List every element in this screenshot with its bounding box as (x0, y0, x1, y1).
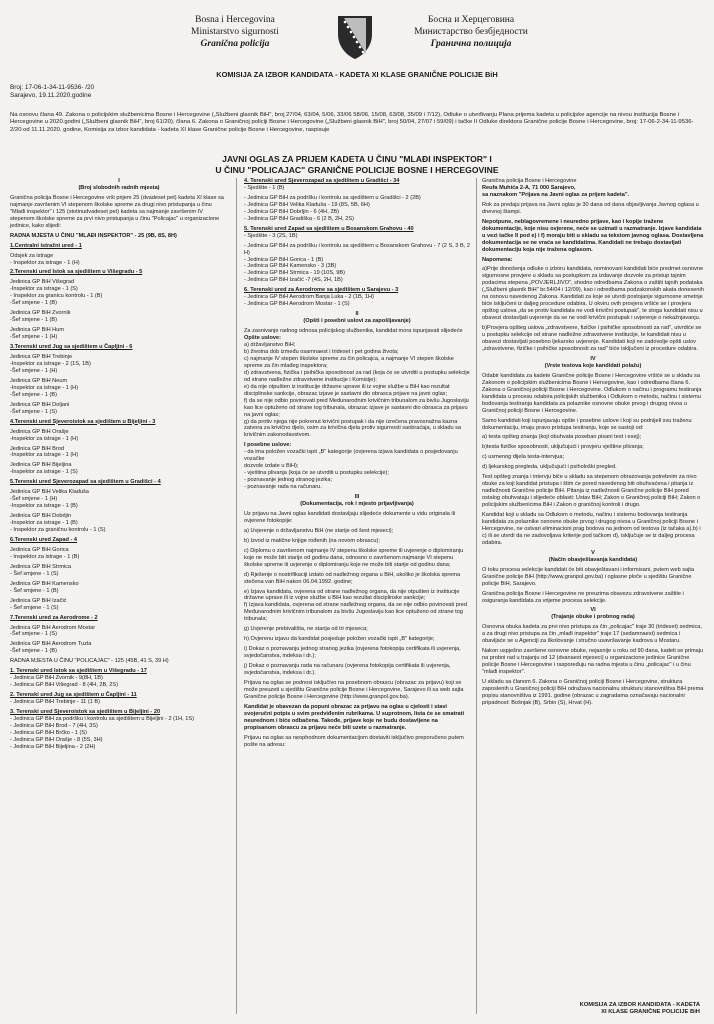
text-line: Uz prijavu na Javni oglas kandidati dostavljaju slijedeće dokumente u vidu originala ili ovjerene fotokopije: (244, 510, 456, 524)
letterhead-agency: Granična policija (200, 39, 270, 49)
text-line: Kandidat je obavezan da popuni obrazac za prijavu na oglas u cjelosti i stavi svojeručni potpis u svim predviđenim rubrikama. U suprotnom, lista će se smatrati neurednom i biće odbačena. Takođe, prijave koje ne budu dostavljene na propisanom obrascu za prijavu neće biti uzete u razmatranje. (244, 703, 465, 731)
letterhead-agency-cyr: Гранична полиција (430, 39, 512, 49)
text-line: Jedinica GP BiH Kamensko (10, 580, 79, 587)
text-line: -Šef smjene - 1 (B) (10, 391, 57, 398)
text-line: c) usmenog dijela testa-intervjua; (482, 454, 565, 461)
letterhead-country: Bosna i Hercegovina (195, 15, 275, 25)
text-line: g) da protiv njega nije pokrenut krivični postupak i da nije izrečena pravosnažna kazna zatvora za krivično djelo, osim za krivična djela protiv sigurnosti saobraćaja, u skladu sa krivičnim zakonodavstvom. (244, 418, 462, 439)
section-heading: IV (590, 355, 596, 362)
text-line: - Jedinica GP BiH Zvornik - 9(8H, 1B) (10, 675, 103, 682)
text-line: g) Uvjerenje prebivališta, ne starija od tri mjeseca; (244, 626, 368, 633)
unit-heading: 5.Terenski ured Sjeverozapad sa sjedištem u Gradišci - 4 (10, 479, 161, 486)
text-line: - Jedinica GP BiH Kamensko - 3 (3B) (244, 263, 337, 270)
text-line: -Šef smjene - 1 (B) (10, 300, 57, 307)
text-line: f) Izjava kandidata, ovjerena od strane nadležnog organa, da se nije odbio povinovati pred Međunarodnim krivičnim tribunalom za bivšu Jugoslaviju kao lice optuženo od strane tog tribunala; (244, 602, 467, 623)
text-line: - da ima položen vozački ispit „B" kategorije (ovjerena izjava kandidata o posjedovanju vozačke (244, 449, 458, 463)
text-line: Jedinica GP BiH Dobrljin (10, 513, 72, 520)
text-line: Kandidat koji u skladu sa Odlukom o metodu, načinu i sistemu bodovanja testiranja kandidata za polaznike osnovne obuke prvog i drugog nivoa u Graničnoj policiji Bosne i Hercegovine, ne ostvari eliminacioni prag bodova na jednom od testova (iz tačaka a),b) i c) ili se utvrdi da ne zadovoljava kriterije pod tačkom d), isključuje se iz daljeg procesa odabira. (482, 512, 701, 546)
document-date: Sarajevo, 19.11.2020.godine (10, 92, 92, 99)
section-heading: VI (590, 607, 596, 614)
text-line: Jedinica GP BiH Bijeljina (10, 462, 72, 469)
text-line: Nepotpune, neblagovremene i neuredno prijave, kao i kopije tražene dokumentacije, koje nisu ovjerene, neće se uzimati u razmatranje. Izjave kandidata u vezi tačke II pod e) i f) moraju biti u skladu sa tekstom javnog oglasa. Dostavljena dokumentacija se ne vraća se kandidatima. Kandidati ne trebaju dostavljati dokumentaciju koja nije tražena oglasom. (482, 218, 704, 253)
intro-paragraph: Na osnovu člana 49. Zakona o policijskim službenicima Bosne i Hercegovine („Službeni glasnik BiH", broj 27/04, 63/04, 5/06, 33/06 58/06, 15/08, 63/08, 35/09 i 7/12), Odluke o utvrđivanju Plana prijema kadeta u policijske agencije na nivou institucija Bosne i Hercegovine u 2020.godini („Službeni glasnik BiH", broj 61/20), člana 6. Zakona o Graničnoj policiji Bosne i Hercegovine („Službeni glasnik BiH", broj 50/04, 27/07 i 59/09) i tačke II Odluke direktora Granične policije Bosne i Hercegovine, broj: 17-06-2-34-11-9536-2/20 od 11.11.2020. godine, Komisija za izbor kandidata - kadeta XI klase Granične policije Bosne i Hercegovine, raspisuje (10, 112, 694, 133)
text-line: Rok za predaju prijava na Javni oglas je 30 dana od dana objavljivanja Javnog oglasa u dnevnoj štampi. (482, 201, 699, 215)
text-line: f) da se nije odbio povinovati pred Međunarodnim krivičnim tribunalom za bivšu Jugoslaviju kao lice optuženo od strane tog tribunala, obrazac izjave je sastavni dio obrasca za prijavu na javni oglas; (244, 397, 469, 418)
column-divider (476, 178, 477, 1014)
text-line: - Inspektor za granicu kontrolu - 1 (B) (10, 293, 103, 300)
text-line: U skladu sa članom 6. Zakona o Graničnoj policiji Bosne i Hercegovine, struktura zaposlenih u Graničnoj policiji BiH odražava nacionalnu strukturu stanovništva BiH prema popisu stanovništva iz 1991. godine (obrazac u zagradama označavaju nacionalni pripadnost: Bošnjak (B), Srbin (S), Hrvat (H). (482, 679, 704, 706)
text-line: Jedinica GP BiH Izačić (10, 597, 67, 604)
text-line: - Jedinica GP BiH Trebinje - 11 (1 B) (10, 699, 100, 706)
text-line: -Inspektor za istrage - 1 (B) (10, 503, 78, 510)
text-line: - Jedinica GP BiH Višegrad - 8 (4H, 2B, 2S) (10, 682, 118, 689)
text-line: Jedinica GP BiH Velika Kladuša (10, 489, 89, 496)
text-line: dozvole izdate u BiH); (244, 463, 299, 470)
text-line: Jedinica GP BiH Hum (10, 327, 64, 334)
text-line: Prijava na oglas se podnosi isključivo na posebnom obrascu (obrazac za prijavu) koji se može preuzeti u sjedištu Granične policije Bosne i Hercegovine, Sarajevo ili sa web sajta Granične policije Bosne i Hercegovine (http://www.granpol.gov.ba). (244, 680, 464, 700)
text-line: - Jedinica GP BiH Aerodrom Mostar - 1 (S) (244, 301, 350, 308)
text-line: Napomena: (482, 256, 513, 263)
letterhead-ministry-cyr: Министарство безбједности (414, 27, 528, 37)
text-line: Jedinica GP BiH Aerodrom Mostar (10, 624, 96, 631)
text-line: -Šef smjene - 1 (H) (10, 367, 58, 374)
text-line: - Šef smjene - 1 (B) (10, 587, 59, 594)
unit-heading: 4. Terenski ured Sjeverozapad sa sjedištem u Gradišci - 34 (244, 178, 400, 184)
text-line: -Inspektor za istrage - 1 (H) (10, 435, 79, 442)
text-line: - poznavanje jednog stranog jezika; (244, 477, 333, 484)
unit-heading: 1. Terenski ured Istok sa sjedištem u Višegradu - 17 (10, 668, 147, 675)
text-line: sa naznakom "Prijava na Javni oglas za prijem kadeta". (482, 191, 630, 198)
text-line: -Inspektor za istrage - 1 (S) (10, 286, 78, 293)
text-line: Samo kandidati koji ispunjavaju opšte i posebne uslove i koji su podnijeli svu traženu dokumentaciju, imaju pravo pristupa testiranju, koje se sastoji od: (482, 417, 692, 431)
section-heading: (Način obavještavanja kandidata) (548, 556, 638, 563)
notice-title (0, 154, 714, 176)
text-line: - Sjedište - 1 (B) (244, 184, 285, 191)
section-heading: V (591, 549, 595, 556)
unit-heading: 1.Centralni istražni ured - 1 (10, 242, 82, 249)
letterhead-country-cyr: Босна и Херцеговина (427, 15, 515, 25)
text-line: Test opšteg znanja i intervju biće u skladu sa stepenom obrazovanja potrebnim za nivo obuke za koji kandidat pristupa i štim će pored navedenog biti obuhvaćena i pitanja iz nadležnosti Granične policije BiH. Pitanja iz nadležnosti Granične policije BiH pored ostalog obuhvataju i slijedeće oblasti: Ustav BiH; Zakon o Graničnoj policiji BiH; Zakon o policijskim službenicima BiH i Zakon o graničnoj kontroli i drugo. (482, 474, 701, 509)
text-line: -Inspektor za istrage - 1 (H) (10, 384, 79, 391)
unit-heading: 5. Terenski ured Zapad sa sjedištem u Bosanskom Grahovu - 40 (244, 225, 414, 232)
notice-title-line-1: JAVNI OGLAS ZA PRIJEM KADETA U ČINU "MLAĐI INSPEKTOR" I (222, 154, 492, 164)
text-line: - Jedinica GP BiH za podršku i kontrolu sa sjedištem u Bosanskom Grahovu - 7 (2 S, 3 B, 2 H) (244, 242, 470, 256)
text-line: -Šef smjene - 1 (H) (10, 334, 58, 341)
document-number: Broj: 17-06-1-34-11-9536- /20 (10, 84, 95, 91)
unit-heading: 6.Terenski ured Zapad - 4 (10, 536, 78, 543)
section-heading: I (118, 178, 120, 184)
text-line: Jedinica GP BiH Doljani (10, 401, 70, 408)
section-heading: (Opšti i posebni uslovi za zapošljavanje) (303, 318, 411, 325)
column-left (10, 178, 228, 1018)
text-line: c) Diplomu o završenom najmanje IV stepenu školske spreme ili uvjerenje o diplomiranju koje ne može biti starije od godinu dana, odnosno o završenom najmanje VI stepenu školske spreme ili uvjerenje o diplomiranju koje ne može biti starije od godinu dana; (244, 547, 464, 568)
text-line: -Šef smjene - 1 (S) (10, 408, 57, 415)
coat-of-arms-icon (336, 14, 374, 60)
text-line: -Šef smjene - 1 (S) (10, 631, 57, 638)
text-line: -Inspektor za istrage - 1 (H) (10, 452, 79, 459)
letterhead-latin (160, 14, 310, 50)
text-line: - Inspektor za istrage - 1 (B) (10, 553, 80, 560)
notice-title-line-2: U ČINU "POLICAJAC" GRANIČNE POLICIJE BOSNE I HERCEGOVINE (215, 165, 499, 175)
unit-heading: 3.Terenski ured Jug sa sjedištem u Čapljini - 6 (10, 344, 133, 351)
text-line: Granična policija Bosne i Hercegovine ne preuzima obavezu zdravstvene zaštite i osiguranja kandidata za vrijeme procesa selekcije. (482, 590, 684, 604)
text-line: - Jedinica GP BiH Gradiška - 6 (2 B, 2H, 2S) (244, 215, 354, 222)
column-middle (244, 178, 470, 1018)
document-meta (10, 84, 94, 100)
text-line: Granična policija Bosne i Hercegovine vrši prijem 25 (dvadeset pet) kadeta XI klase sa najmanje završenim VI stepenom školske spreme za drugi nivo pristupanja u činu "Mlađi inspektor" i 125 (stotinudvadeset pet) kadeta sa najmanje završenim IV stepenom školske spreme za prvi nivo pristupanja u činu "Policajac" u organizacione jedinice, kako slijedi: (10, 194, 224, 229)
text-line: Jedinica GP BiH Aerodrom Tuzla (10, 641, 92, 648)
text-line: RADNA MJESTA U ČINU "MLAĐI INSPEKTOR" - 25 (9B, 8S, 8H) (10, 232, 177, 239)
text-line: - Inspektor za graničnu kontrolu - 1 (S) (10, 527, 106, 534)
text-line: - Šef smjene - 1 (S) (10, 604, 59, 611)
text-line: - Jedinica GP BiH za podršku i kontrolu sa sjedištem u Gradišci - 2 (2B) (244, 194, 421, 201)
section-heading: (Vrste testova koje kandidati polažu) (544, 362, 642, 369)
text-line: a) Uvjerenje o državljanstvu BiH (ne starije od šest mjeseci); (244, 527, 394, 534)
text-line: Osnovna obuka kadeta za prvi nivo pristupa za čin „policajac" traje 30 (trideset) sedmica, a za drugi nivo pristupa za čin „mlađi inspektor" traje 17 (sedamnaest) sedmica i obavljaće se u Agenciji za školovanje i stručno usavršavanje kadrova u Mostaru. (482, 624, 702, 645)
text-line: b) Izvod iz matične knjige rođenih (na novom obrascu); (244, 537, 380, 544)
text-line: Jedinica GP BiH Orašje (10, 428, 69, 435)
letterhead-cyrillic (396, 14, 546, 50)
text-line: Nakon uspješno završene osnovne obuke, nejasnije u roku od 90 dana, kadeti se primaju na probni rad u trajanju od 12 (dvanaest mjeseci) u organizacione jedinice Granične policije Bosne i Hercegovine i raspoređuju na radna mjesta u činu „policajac" i u činu "mlađi inspektor". (482, 648, 704, 676)
text-line: - Jedinica GP BiH Dobrljin - 6 (4H, 2B) (244, 208, 340, 215)
text-line: Odsjek za istrage (10, 252, 54, 259)
text-line: - Sjedište - 3 (2S, 1B) (244, 232, 298, 239)
text-line: - Jedinica GP BiH Brod - 7 (4H, 3S) (10, 722, 98, 729)
text-line: Jedinica GP BiH Gorica (10, 546, 69, 553)
text-line: Za zasnivanje radnog odnosa policijskog službenika, kandidat mora ispunjavati slijedeće (244, 328, 463, 335)
text-line: d) ljekarskog pregleda, uključujući i psihološki pregled. (482, 464, 617, 471)
text-line: Prijavu na oglas sa neophodnom dokumentacijom dostaviti isključivo preporučeno putem pošte na adresu: (244, 734, 464, 748)
text-line: - Jedinica GP BiH Izačić -7 (4S, 2H, 1B) (244, 277, 343, 284)
section-heading: (Broj slobodnih radnih mjesta) (78, 184, 160, 191)
column-right (482, 178, 704, 1018)
text-line: Opšte uslove: (244, 335, 281, 342)
section-heading: II (355, 311, 359, 318)
text-line: e) Izjava kandidata, ovjerena od strane nadležnog organa, da nije otpušten iz institucije državne uprave ili iz vojne službe u BiH kao rezultat disciplinske sankcije; (244, 588, 460, 602)
text-line: Jedinica GP BiH Trebinje (10, 354, 73, 361)
unit-heading: 7.Terenski ured za Aerodrome - 2 (10, 614, 98, 621)
text-line: a) testa opšteg znanja (koji obuhvata poseban pisani test i esej); (482, 434, 642, 441)
section-heading: (Dokumentacija, rok i mjesto prijavljivanja) (300, 500, 414, 507)
text-line: b)testa fizičke sposobnosti, uključujući i provjeru vještine plivanja; (482, 444, 644, 451)
text-line: - poznavanje rada na računaru. (244, 484, 322, 491)
text-line: RADNA MJESTA U ČINU "POLICAJAC" - 125 (45B, 41 S, 39 H) (10, 658, 169, 665)
text-line: d) zdravstvena, fizička i psihička sposobnost za rad (koja će se utvrditi u postupku selekcije od strane nadležne zdravstvene institucije i Komisije); (244, 369, 470, 383)
unit-heading: 4.Terenski ured Sjeveroistok sa sjedištem u Bijeljini - 3 (10, 418, 156, 425)
signature-line-1: KOMISIJA ZA IZBOR KANDIDATA - KADETA (579, 1001, 700, 1008)
text-line: Reufa Muhića 2-A, 71 000 Sarajevo, (482, 184, 576, 191)
section-heading: III (354, 494, 360, 501)
commission-heading: KOMISIJA ZA IZBOR KANDIDATA - KADETA XI KLASE GRANIČNE POLICIJE BiH (216, 70, 498, 79)
text-line: Jedinica GP BiH Višegrad (10, 279, 75, 286)
letterhead-ministry: Ministarstvo sigurnosti (191, 27, 279, 37)
text-line: d) Rješenje o nostrifikaciji izdato od nadležnog organa u BiH, ukoliko je školska sprema stečena van BiH nakon 06.04.1992. godine; (244, 571, 461, 585)
text-line: - Jedinica GP BiH Velika Kladuša - 19 (8S, 5B, 6H) (244, 201, 370, 208)
text-line: - Jedinica GP BiH za podršku i kontrolu sa sjedištem u Bijeljini - 2 (1H, 1S) (10, 716, 194, 722)
text-line: -Inspektor za istrage - 1 (B) (10, 520, 78, 527)
unit-heading: 3. Terenski ured Sjeveroistok sa sjedištem u Bijeljini - 20 (10, 709, 161, 716)
text-line: Odabir kandidata za kadete Granične policije Bosne i Hercegovine vršiće se u skladu sa Zakonom o policijskim službenicima Bosne i Hercegovine, kao i odredbama člana 6. Zakona o Graničnoj policiji Bosne i Hercegovine. Odlukom o načinu i programu testiranja kandidata u procesu odabira policijskih službenika i Odlukom o metodu, načinu i sistemu bodovanja testiranja kandidata za polaznike osnovne obuke prvog i drugog nivoa u Graničnoj policiji Bosne i Hercegovine. (482, 372, 702, 414)
text-line: j) Dokaz o poznavanju rada na računaru (ovjerena fotokopija certifikata ili uvjerenja, svjedočanstva, indeksa i dr.). (244, 663, 451, 677)
signature-block (580, 1002, 700, 1016)
text-line: - Jedinica GP BiH Aerodrom Banja Luka - 2 (1B, 1H) (244, 294, 374, 301)
text-line: Jedinica GP BiH Brod (10, 445, 64, 452)
text-line: - Jedinica GP BiH Strmica - 19 (10S, 9B) (244, 270, 345, 277)
text-line: -Šef smjene - 1 (B) (10, 648, 57, 655)
letterhead (0, 14, 714, 62)
text-line: e) da nije otpušten iz institucije državne uprave ili iz vojne službe u BiH kao rezultat disciplinske sankcije, obrazac izjave je sastavni dio obrasca prijave na javni oglas; (244, 383, 450, 397)
text-line: Jedinica GP BiH Strmica (10, 563, 72, 570)
text-line: I posebne uslove: (244, 442, 292, 449)
unit-heading: 2.Terenski ured Istok sa sjedištem u Višegradu - 5 (10, 269, 143, 276)
text-line: - Jedinica GP BiH Bijeljina - 2 (2H) (10, 743, 96, 750)
text-line: - Jedinica GP BiH Brčko - 1 (S) (10, 729, 87, 736)
text-line: b) životna dob između osamnaest i trideset i pet godina života; (244, 348, 399, 355)
text-line: Granična policija Bosne i Hercegovine (482, 178, 577, 184)
text-line: -Šef smjene - 1 (H) (10, 496, 58, 503)
text-line: O toku procesa selekcije kandidati će biti obavještavani i informisani, putem web sajta Granične policije BiH (http://www.granpol.gov.ba) i oglasne ploče u sjedištu Granične policije BiH, Sarajevo. (482, 566, 695, 587)
text-line: Jedinica GP BiH Neum (10, 377, 68, 384)
text-line: -Šef smjene - 1 (B) (10, 317, 57, 324)
unit-heading: 6. Terenski ured za Aerodrome sa sjedištem u Sarajevu - 3 (244, 287, 399, 294)
text-line: b)Provjera opšteg uslova „zdravstvene, fizičke i psihičke sposobnosti za rad", utvrdiće se u postupku selekcije od strane nadležne zdravstvene institucije, te kandidati nisu u obavezi dostavljati posebno ljekarsko uvjerenje. Kandidati koji ne zadovolje opšti uslov „zdravstvene, fizičke i psihičke sposobnosti za rad" biće isključeni iz procedure odabira. (482, 325, 702, 352)
text-line: a) državljanstvo BiH; (244, 342, 296, 349)
text-line: h) Ovjerenu izjavu da kandidat posjeduje položen vozački ispit „B" kategorije; (244, 636, 435, 643)
text-line: i) Dokaz o poznavanju jednog stranog jezika (ovjerena fotokopija certifikata ili uvjerenja, svjedočanstva, indeksa i dr.); (244, 646, 461, 660)
text-line: - Jedinica GP BiH Orašje - 8 (5S, 3H) (10, 736, 103, 743)
signature-line-2: XI KLASE GRANIČNE POLICIJE BiH (601, 1008, 700, 1015)
column-divider (236, 178, 237, 1014)
text-line: - Inspektor za istrage - 1 (H) (10, 259, 80, 266)
text-line: - Jedinica GP BiH Gorica - 1 (B) (244, 256, 324, 263)
text-line: - vještina plivanja (koja će se utvrditi u postupku selekcije); (244, 470, 389, 477)
text-line: Jedinica GP BiH Zvornik (10, 310, 71, 317)
text-line: - Šef smjene - 1 (S) (10, 570, 59, 577)
text-line: a)Prije donošenja odluke o izboru kandidata, nominovani kandidati biće predmet osnovne sigurnosne provjere u skladu sa postupkom za izdavanje dozvole za pristup tajnim podacima stepena „POVJERLJIVO", shodno odredbama Zakona o zaštiti tajnih podataka („Službeni glasnik BiH" br.54/04 i 12/09), kao i odredbama podzakonskih akata donesenih na osnovu navedenog Zakona. Kandidati za koje se utvrdi postojanje sigurnosne smetnje biće isključeni iz daljeg procedure odabira. U okviru ovih provjera vršiće se i provjera opštog uslova „da se protiv kandidata ne vodi krivični postupak", te stoga kandidati nisu u obavezi dostavljati uvjerenje da se ne vodi krivični postupak i uvjerenje o nekažnjavanju. (482, 266, 704, 322)
text-line: c) najmanje IV stepen školske spreme za čin policajca, a najmanje VI stepen školske spreme za čin mlađeg inspektora; (244, 355, 454, 369)
section-heading: (Trajanje obuke i probnog rada) (551, 614, 635, 621)
text-line: -Inspektor za istrage - 2 (1S, 1B) (10, 360, 91, 367)
unit-heading: 2. Terenski ured Jug sa sjedištem u Čapljini - 11 (10, 692, 137, 699)
text-line: -Inspektor za istrage - 1 (S) (10, 469, 78, 476)
